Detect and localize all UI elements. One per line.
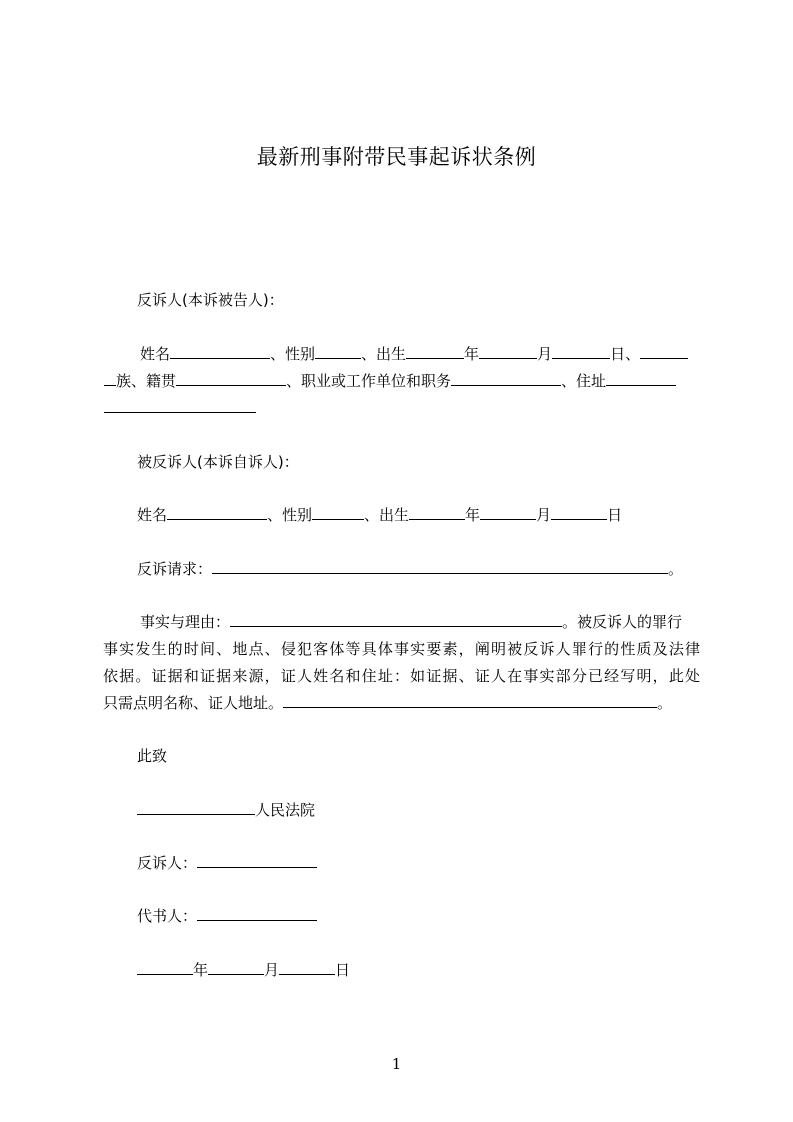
signer-line bbox=[137, 853, 317, 873]
defendant-gender-label: 、性别 bbox=[267, 506, 313, 524]
address-label: 、住址 bbox=[561, 372, 607, 390]
day-label: 日、 bbox=[610, 345, 641, 363]
scribe-label: 代书人： bbox=[137, 907, 198, 925]
claims-end: 。 bbox=[668, 560, 684, 578]
salutation: 此致 bbox=[137, 747, 168, 765]
court-line bbox=[137, 800, 315, 820]
birth-label: 、出生 bbox=[361, 345, 407, 363]
defendant-month-label: 月 bbox=[536, 506, 552, 524]
date-month-label: 月 bbox=[264, 961, 280, 979]
court-blank[interactable] bbox=[137, 800, 255, 815]
defendant-name-blank[interactable] bbox=[167, 505, 267, 520]
counter-plaintiff-heading: 反诉人(本诉被告人)： bbox=[137, 291, 284, 309]
claims-line bbox=[137, 559, 683, 579]
document-title: 最新刑事附带民事起诉状条例 bbox=[256, 145, 537, 169]
defendant-year-label: 年 bbox=[465, 506, 481, 524]
facts-label: 事实与理由： bbox=[140, 613, 231, 631]
signer-blank[interactable] bbox=[197, 853, 317, 868]
claims-blank[interactable] bbox=[212, 559, 668, 574]
claims-label: 反诉请求： bbox=[137, 560, 213, 578]
defendant-name-label: 姓名 bbox=[137, 506, 168, 524]
name-blank[interactable] bbox=[170, 344, 270, 359]
occupation-label: 、职业或工作单位和职务 bbox=[286, 372, 452, 390]
year-label: 年 bbox=[464, 345, 480, 363]
facts-line-2: 事实发生的时间、地点、侵犯客体等具体事实要素，阐明被反诉人罪行的性质及法律 bbox=[103, 640, 700, 658]
facts-line-4 bbox=[103, 693, 672, 713]
address-blank-cont[interactable] bbox=[104, 398, 256, 413]
facts-line-1-tail: 。被反诉人的罪行 bbox=[562, 613, 683, 631]
scribe-line bbox=[137, 906, 317, 926]
page-number: 1 bbox=[391, 1055, 402, 1073]
defendant-birth-label: 、出生 bbox=[364, 506, 410, 524]
date-month-blank[interactable] bbox=[208, 960, 264, 975]
facts-line-3: 依据。证据和证据来源，证人姓名和住址：如证据、证人在事实部分已经写明，此处 bbox=[103, 667, 700, 685]
date-year-blank[interactable] bbox=[137, 960, 193, 975]
defendant-year-blank[interactable] bbox=[409, 505, 465, 520]
date-day-label: 日 bbox=[335, 961, 351, 979]
court-label: 人民法院 bbox=[255, 801, 316, 819]
ethnic-label: 族、籍贯 bbox=[116, 372, 177, 390]
birth-month-blank[interactable] bbox=[479, 344, 537, 359]
counter-defendant-line bbox=[137, 505, 622, 525]
ethnic-blank-cont[interactable] bbox=[104, 371, 116, 386]
counter-plaintiff-line-3 bbox=[104, 398, 256, 418]
gender-label: 、性别 bbox=[270, 345, 316, 363]
counter-plaintiff-line-2 bbox=[104, 371, 676, 391]
occupation-blank[interactable] bbox=[451, 371, 561, 386]
scribe-blank[interactable] bbox=[197, 906, 317, 921]
gender-blank[interactable] bbox=[315, 344, 361, 359]
counter-defendant-heading: 被反诉人(本诉自诉人)： bbox=[137, 453, 299, 471]
evidence-blank[interactable] bbox=[283, 693, 657, 708]
facts-blank[interactable] bbox=[230, 612, 562, 627]
birth-day-blank[interactable] bbox=[552, 344, 610, 359]
defendant-month-blank[interactable] bbox=[480, 505, 536, 520]
month-label: 月 bbox=[537, 345, 553, 363]
native-place-blank[interactable] bbox=[176, 371, 286, 386]
facts-line-1 bbox=[140, 612, 682, 632]
counter-plaintiff-line-1 bbox=[140, 344, 688, 364]
address-blank[interactable] bbox=[606, 371, 676, 386]
ethnic-blank[interactable] bbox=[640, 344, 688, 359]
signer-label: 反诉人： bbox=[137, 854, 198, 872]
defendant-day-label: 日 bbox=[607, 506, 623, 524]
date-day-blank[interactable] bbox=[279, 960, 335, 975]
defendant-day-blank[interactable] bbox=[551, 505, 607, 520]
date-line bbox=[137, 960, 350, 980]
facts-end: 。 bbox=[657, 694, 673, 712]
date-year-label: 年 bbox=[193, 961, 209, 979]
defendant-gender-blank[interactable] bbox=[312, 505, 364, 520]
name-label: 姓名 bbox=[140, 345, 171, 363]
birth-year-blank[interactable] bbox=[406, 344, 464, 359]
facts-line-4-text: 只需点明名称、证人地址。 bbox=[103, 694, 284, 712]
